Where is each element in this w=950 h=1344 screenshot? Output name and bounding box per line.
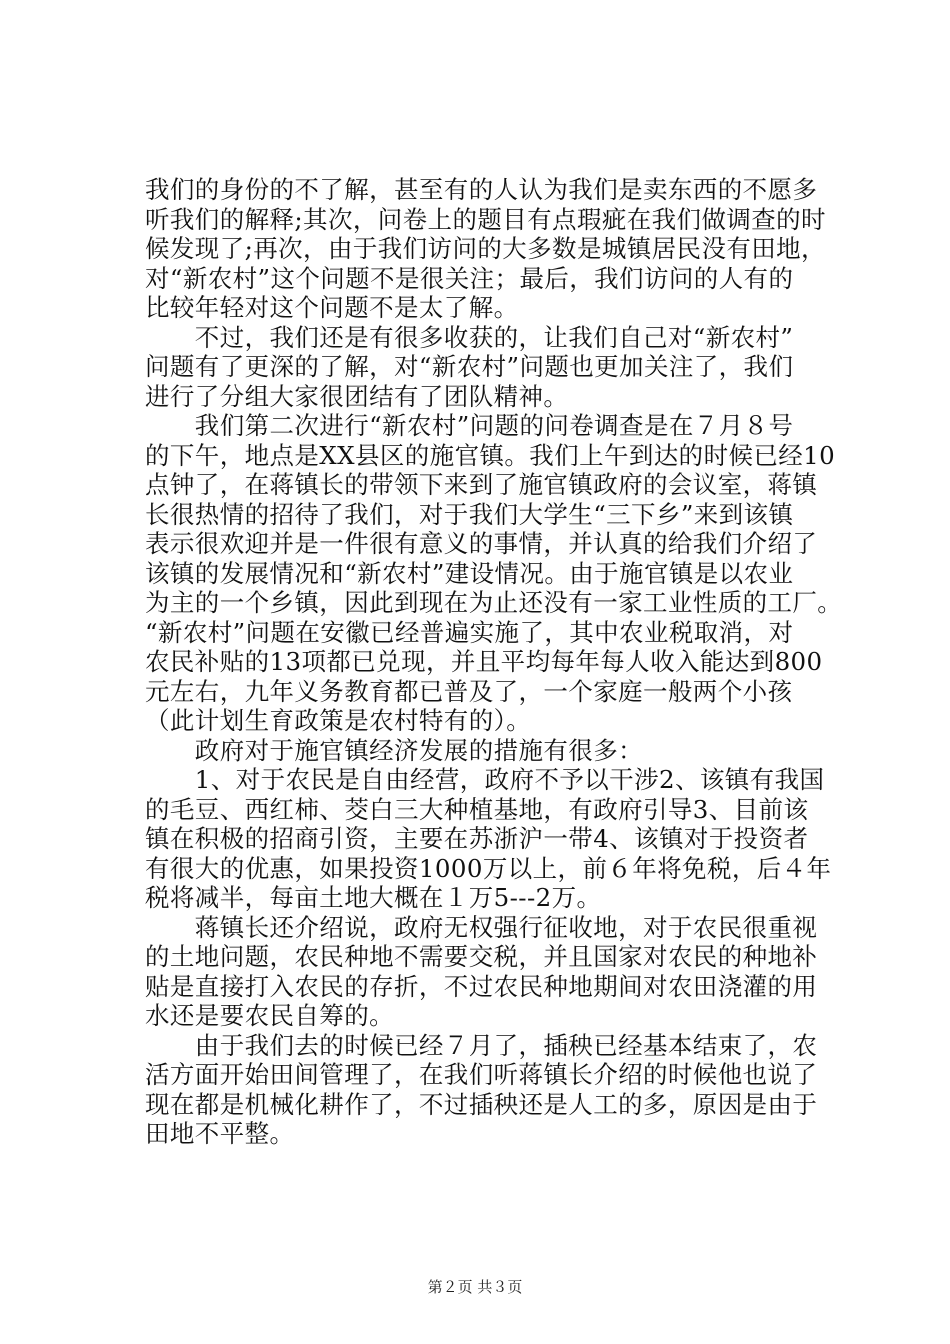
text-line: 表示很欢迎并是一件很有意义的事情，并认真的给我们介绍了 bbox=[145, 529, 818, 558]
text-line: 该镇的发展情况和“新农村”建设情况。由于施官镇是以农业 bbox=[145, 558, 794, 588]
text-line: 的下午，地点是XX县区的施官镇。我们上午到达的时候已经10 bbox=[145, 440, 836, 470]
text-line: 税将减半，每亩土地大概在１万5---2万。 bbox=[145, 883, 602, 912]
text-line: 水还是要农民自筹的。 bbox=[145, 1001, 394, 1030]
text-line: 我们的身份的不了解，甚至有的人认为我们是卖东西的不愿多 bbox=[145, 175, 818, 204]
text-line: 农民补贴的13项都已兑现，并且平均每年每人收入能达到800 bbox=[145, 647, 823, 676]
text-line: 长很热情的招待了我们，对于我们大学生“三下乡”来到该镇 bbox=[145, 499, 794, 529]
text-line: 不过，我们还是有很多收获的，让我们自己对“新农村” bbox=[145, 322, 794, 352]
text-line: 由于我们去的时候已经７月了，插秧已经基本结束了，农 bbox=[145, 1030, 818, 1060]
text-line: 为主的一个乡镇，因此到现在为止还没有一家工业性质的工厂。 bbox=[145, 588, 843, 617]
text-line: 活方面开始田间管理了，在我们听蒋镇长介绍的时候他也说了 bbox=[145, 1060, 818, 1089]
text-line: 贴是直接打入农民的存折，不过农民种地期间对农田浇灌的用 bbox=[145, 971, 818, 1001]
text-line: 点钟了，在蒋镇长的带领下来到了施官镇政府的会议室，蒋镇 bbox=[145, 470, 818, 499]
text-line: 1、对于农民是自由经营，政府不予以干涉2、该镇有我国 bbox=[145, 765, 825, 794]
text-line: 有很大的优惠，如果投资1000万以上，前６年将免税，后４年 bbox=[145, 853, 832, 883]
text-line: “新农村”问题在安徽已经普遍实施了，其中农业税取消，对 bbox=[145, 617, 794, 647]
text-line: 政府对于施官镇经济发展的措施有很多： bbox=[145, 735, 643, 765]
text-line: 田地不平整。 bbox=[145, 1119, 295, 1148]
text-line: （此计划生育政策是农村特有的）。 bbox=[145, 706, 532, 735]
text-line: 的土地问题，农民种地不需要交税，并且国家对农民的种地补 bbox=[145, 942, 818, 971]
text-line: 听我们的解释;其次，问卷上的题目有点瑕疵在我们做调查的时 bbox=[145, 204, 826, 234]
page-footer: 第２页 共３页 bbox=[427, 1278, 523, 1296]
text-line: 比较年轻对这个问题不是太了解。 bbox=[145, 293, 519, 322]
text-line: 问题有了更深的了解，对“新农村”问题也更加关注了，我们 bbox=[145, 352, 794, 381]
text-line: 镇在积极的招商引资，主要在苏浙沪一带4、该镇对于投资者 bbox=[145, 824, 809, 853]
text-line: 现在都是机械化耕作了，不过插秧还是人工的多，原因是由于 bbox=[145, 1089, 818, 1119]
text-line: 蒋镇长还介绍说，政府无权强行征收地，对于农民很重视 bbox=[145, 912, 818, 942]
text-line: 元左右，九年义务教育都已普及了，一个家庭一般两个小孩 bbox=[145, 676, 793, 706]
text-line: 的毛豆、西红柿、茭白三大种植基地，有政府引导3、目前该 bbox=[145, 794, 809, 824]
text-line: 候发现了;再次，由于我们访问的大多数是城镇居民没有田地， bbox=[145, 234, 826, 263]
text-line: 对“新农村”这个问题不是很关注；最后，我们访问的人有的 bbox=[145, 263, 794, 293]
text-line: 我们第二次进行“新农村”问题的问卷调查是在７月８号 bbox=[145, 411, 794, 440]
text-line: 进行了分组大家很团结有了团队精神。 bbox=[145, 381, 569, 411]
